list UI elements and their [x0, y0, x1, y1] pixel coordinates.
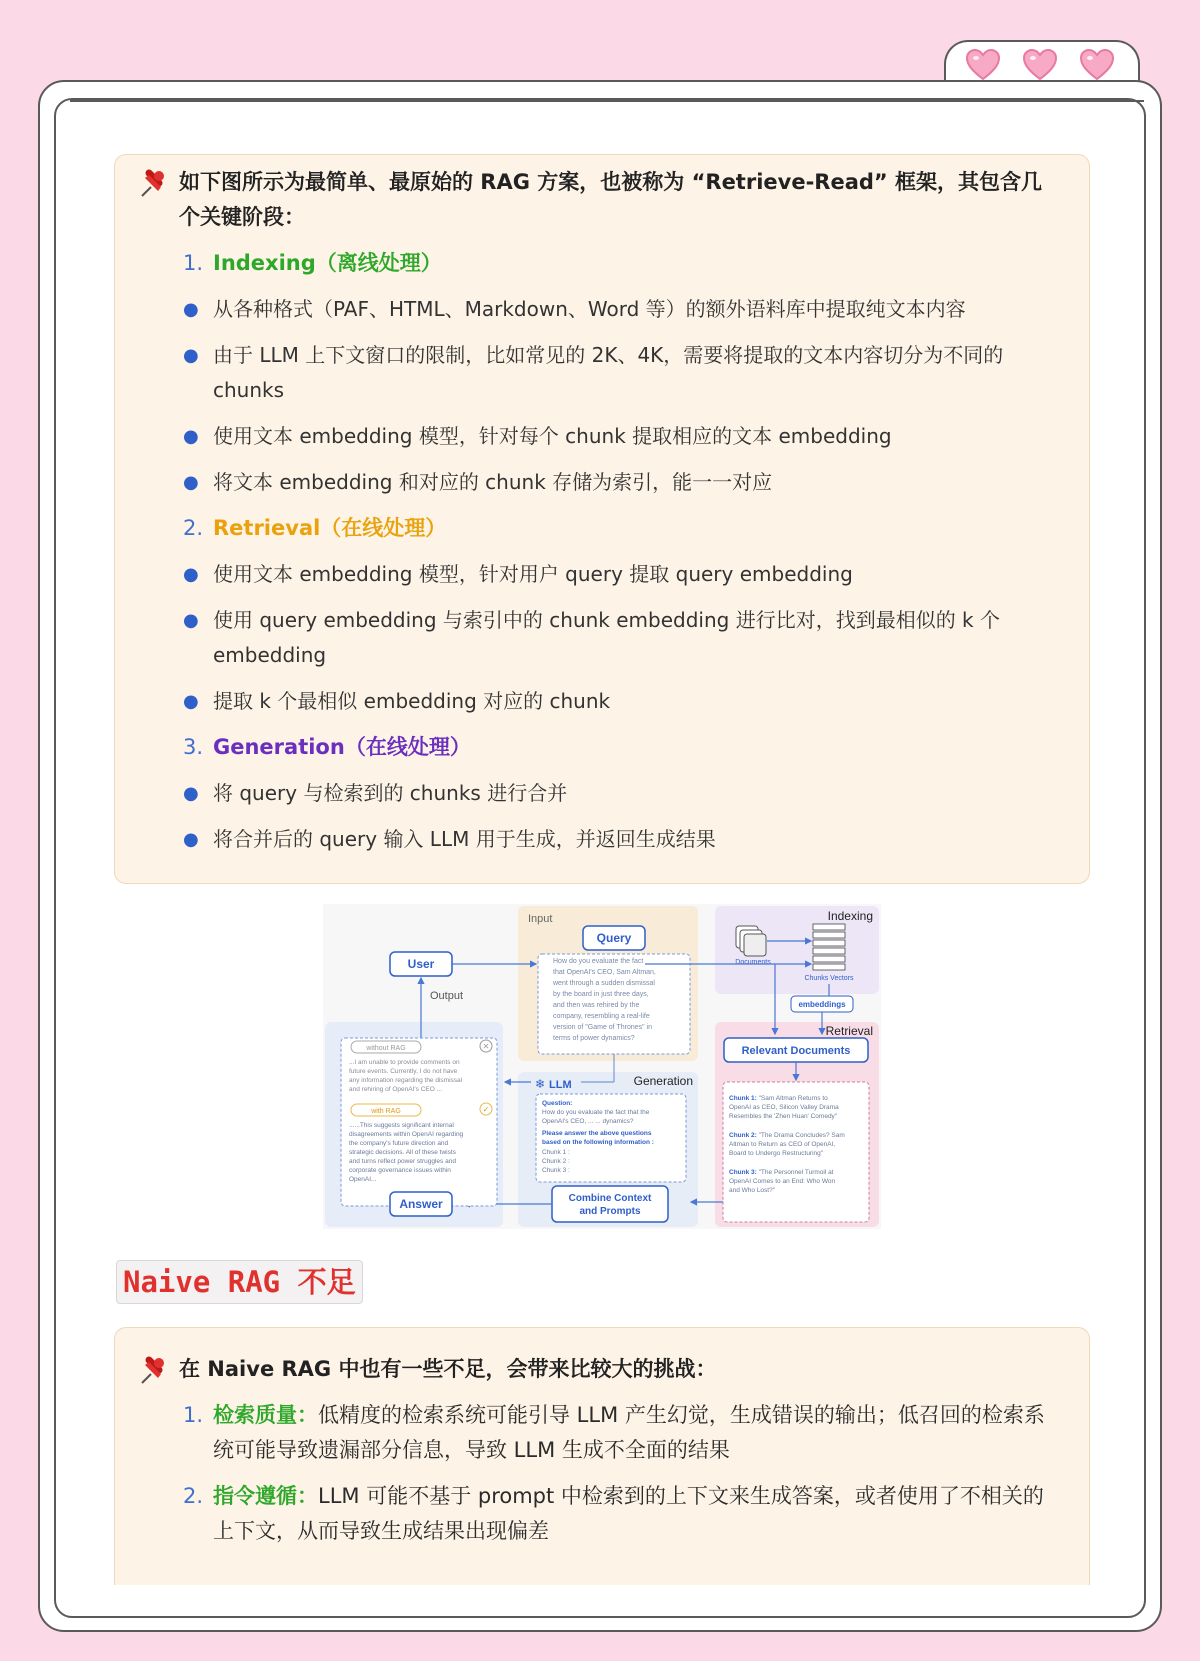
query-label: Query — [596, 931, 632, 945]
chunks-vectors-label: Chunks Vectors — [804, 975, 854, 982]
svg-text:strategic decisions. All of th: strategic decisions. All of these twists — [349, 1149, 456, 1156]
chunk-list — [729, 1095, 845, 1194]
indexing-label: Indexing — [827, 909, 873, 923]
llm-label: LLM — [549, 1079, 572, 1091]
svg-text:OpenAI as CEO, Silicon Valley: OpenAI as CEO, Silicon Valley Drama — [729, 1104, 839, 1111]
user-label: User — [407, 957, 435, 971]
list-item: ● 将文本 embedding 和对应的 chunk 存储为索引，能一一对应 — [183, 470, 773, 494]
list-item: ● 使用文本 embedding 模型，针对每个 chunk 提取相应的文本 embedding — [183, 424, 892, 448]
svg-text:OpenAI...: OpenAI... — [349, 1176, 377, 1183]
snowflake-icon: ❄ — [535, 1077, 546, 1091]
svg-text:and Prompts: and Prompts — [579, 1206, 641, 1217]
list-item: ● 由于 LLM 上下文窗口的限制，比如常见的 2K、4K，需要将提取的文本内容切分为不同的 chunks — [183, 343, 1004, 402]
svg-text:the company's future direction: the company's future direction and — [349, 1140, 449, 1147]
card-intro: 如下图所示为最简单、最原始的 RAG 方案，也被称为 “Retrieve-Read” 框架，其包含几个关键阶段： — [179, 170, 1043, 229]
svg-text:version of "Game of Thrones" i: version of "Game of Thrones" in — [553, 1024, 652, 1031]
svg-text:future events. Currently, I do: future events. Currently, I do not have — [349, 1068, 458, 1075]
svg-text:Board to Undergo Restructuring: Board to Undergo Restructuring" — [729, 1150, 824, 1157]
relevant-documents-label: Relevant Documents — [741, 1045, 851, 1057]
svg-text:and turns reflect power strugg: and turns reflect power struggles and — [349, 1158, 456, 1165]
svg-text:Chunk 1 :: Chunk 1 : — [542, 1149, 570, 1156]
svg-text:Chunk 1: "Sam Altman Returns t: Chunk 1: "Sam Altman Returns to — [729, 1095, 828, 1102]
svg-text:went through a sudden dismissa: went through a sudden dismissal — [553, 980, 655, 987]
svg-text:......This suggests significan: ......This suggests significant internal — [349, 1122, 454, 1129]
stage-heading: 3. Generation（在线处理） — [183, 735, 471, 759]
svg-text:with RAG: with RAG — [371, 1108, 401, 1115]
with-rag-text — [349, 1122, 464, 1183]
stage-heading: 1. Indexing（离线处理） — [183, 251, 442, 275]
svg-text:Chunk 2 :: Chunk 2 : — [542, 1158, 570, 1165]
rag-stages-card — [114, 154, 1090, 884]
svg-text:OpenAI's CEO, ... ... dynamics: OpenAI's CEO, ... ... dynamics? — [542, 1118, 634, 1125]
svg-text:and rehiring of OpenAI's CEO .: and rehiring of OpenAI's CEO ... — [349, 1086, 443, 1093]
heart-icon — [965, 48, 1001, 82]
embeddings-label: embeddings — [798, 1000, 846, 1009]
card-intro: 在 Naive RAG 中也有一些不足，会带来比较大的挑战： — [179, 1357, 717, 1381]
pushpin-icon — [137, 167, 169, 199]
section-heading: Naive RAG 不足 — [116, 1260, 363, 1304]
window-divider — [70, 100, 1144, 102]
svg-text:OpenAI Comes to an End: Who Wo: OpenAI Comes to an End: Who Won — [729, 1178, 836, 1185]
output-label: Output — [430, 990, 464, 1002]
heart-icon — [1022, 48, 1058, 82]
svg-text:by the board in just three day: by the board in just three days, — [553, 991, 649, 998]
svg-text:Altman to Return as CEO of Ope: Altman to Return as CEO of OpenAI, — [729, 1141, 836, 1148]
svg-text:without RAG: without RAG — [366, 1045, 406, 1052]
svg-text:Question:: Question: — [542, 1100, 573, 1107]
svg-text:Chunk 3: "The Personnel Turmoi: Chunk 3: "The Personnel Turmoil at — [729, 1169, 834, 1176]
rag-diagram — [323, 904, 881, 1229]
input-label: Input — [528, 913, 553, 925]
svg-text:company, resembling a real-lif: company, resembling a real-life — [553, 1013, 650, 1020]
svg-text:and then was rehired by the: and then was rehired by the — [553, 1002, 640, 1009]
pushpin-icon — [137, 1354, 169, 1386]
svg-text:Please answer the above questi: Please answer the above questions — [542, 1130, 652, 1137]
list-item: ● 从各种格式（PAF、HTML、Markdown、Word 等）的额外语料库中提取纯文本内容 — [183, 297, 966, 321]
svg-text:...I am unable to provide comm: ...I am unable to provide comments on — [349, 1059, 460, 1066]
svg-text:disagreements within OpenAI re: disagreements within OpenAI regarding — [349, 1131, 464, 1138]
svg-text:How do you evaluate the fact: How do you evaluate the fact — [553, 958, 644, 965]
svg-text:Chunk 3 :: Chunk 3 : — [542, 1167, 570, 1174]
svg-text:and Who Lost?": and Who Lost?" — [729, 1187, 776, 1194]
svg-text:Chunk 2: "The Drama Concludes?: Chunk 2: "The Drama Concludes? Sam — [729, 1132, 845, 1139]
stage-heading: 2. Retrieval（在线处理） — [183, 516, 447, 540]
svg-text:any information regarding the: any information regarding the dismissal — [349, 1077, 463, 1084]
svg-text:Combine Context: Combine Context — [568, 1193, 652, 1204]
documents-label: Documents — [735, 959, 771, 966]
list-item: ● 将合并后的 query 输入 LLM 用于生成，并返回生成结果 — [183, 827, 716, 851]
svg-text:Resembles the 'Zhen Huan' Come: Resembles the 'Zhen Huan' Comedy" — [729, 1113, 838, 1120]
issue-item: 1. 检索质量：低精度的检索系统可能引导 LLM 产生幻觉，生成错误的输出；低召回的检索系统可能导致遗漏部分信息，导致 LLM 生成不全面的结果 — [183, 1403, 1045, 1462]
heart-icon — [1079, 48, 1115, 82]
svg-text:that OpenAI's CEO, Sam Altman,: that OpenAI's CEO, Sam Altman, — [553, 969, 656, 976]
svg-text:terms of power dynamics?: terms of power dynamics? — [553, 1035, 635, 1042]
svg-text:✕: ✕ — [482, 1042, 490, 1051]
list-item: ● 将 query 与检索到的 chunks 进行合并 — [183, 781, 568, 805]
list-item: ● 使用 query embedding 与索引中的 chunk embedding 进行比对，找到最相似的 k 个 embedding — [183, 608, 1000, 667]
issue-item: 2. 指令遵循：LLM 可能不基于 prompt 中检索到的上下文来生成答案，或者使用了不相关的上下文，从而导致生成结果出现偏差 — [183, 1484, 1044, 1543]
svg-text:✓: ✓ — [482, 1105, 490, 1114]
svg-text:corporate governance issues wi: corporate governance issues within — [349, 1167, 451, 1174]
naive-rag-issues-card — [114, 1327, 1090, 1585]
svg-text:How do you evaluate the fact t: How do you evaluate the fact that the — [542, 1109, 650, 1116]
generation-label: Generation — [633, 1074, 693, 1088]
retrieval-label: Retrieval — [825, 1024, 873, 1038]
answer-label: Answer — [399, 1197, 443, 1211]
list-item: ● 提取 k 个最相似 embedding 对应的 chunk — [183, 689, 611, 713]
svg-text:based on the following informa: based on the following information : — [542, 1139, 654, 1146]
list-item: ● 使用文本 embedding 模型，针对用户 query 提取 query embedding — [183, 562, 853, 586]
